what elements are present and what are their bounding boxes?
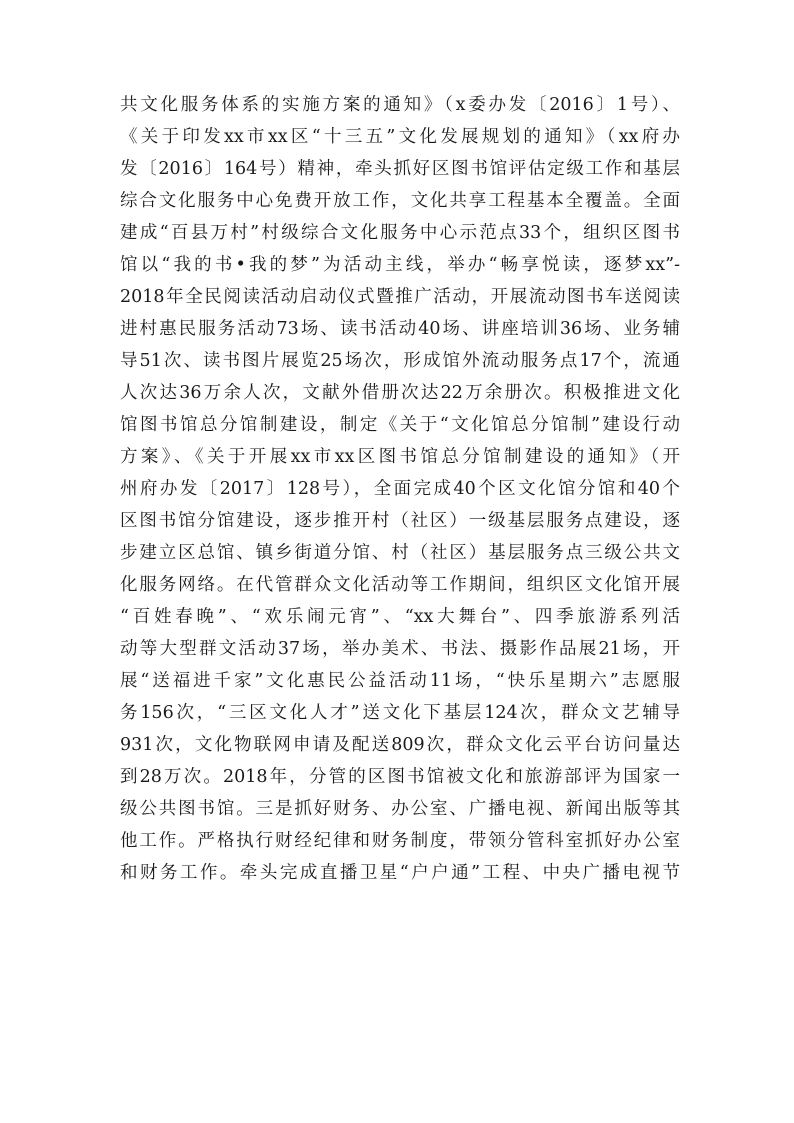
text-line: 人次达36万余人次，文献外借册次达22万余册次。积极推进文化 [120, 383, 680, 403]
text-line: 共文化服务体系的实施方案的通知》（x委办发〔2016〕1号）、 [120, 95, 680, 115]
text-line: 综合文化服务中心免费开放工作，文化共享工程基本全覆盖。全面 [120, 191, 680, 211]
text-line: 务156次，“三区文化人才”送文化下基层124次，群众文艺辅导 [120, 703, 680, 723]
text-line: 区图书馆分馆建设，逐步推开村（社区）一级基层服务点建设，逐 [120, 511, 680, 531]
text-line: 《关于印发xx市xx区“十三五”文化发展规划的通知》（xx府办 [120, 127, 680, 147]
text-line: 他工作。严格执行财经纪律和财务制度，带领分管科室抓好办公室 [120, 831, 680, 851]
body-paragraph [120, 89, 680, 889]
text-line: 馆以“我的书•我的梦”为活动主线，举办“畅享悦读，逐梦xx”- [120, 255, 680, 275]
text-line: 馆图书馆总分馆制建设，制定《关于“文化馆总分馆制”建设行动 [120, 415, 680, 435]
text-line: 方案》、《关于开展xx市xx区图书馆总分馆制建设的通知》（开 [120, 447, 680, 467]
text-line: 展“送福进千家”文化惠民公益活动11场，“快乐星期六”志愿服 [120, 671, 680, 691]
text-line: 2018年全民阅读活动启动仪式暨推广活动，开展流动图书车送阅读 [120, 287, 680, 307]
text-line: 化服务网络。在代管群众文化活动等工作期间，组织区文化馆开展 [120, 575, 680, 595]
text-line: 州府办发〔2017〕128号），全面完成40个区文化馆分馆和40个 [120, 479, 680, 499]
text-line: 和财务工作。牵头完成直播卫星“户户通”工程、中央广播电视节 [120, 863, 680, 883]
text-line: 建成“百县万村”村级综合文化服务中心示范点33个，组织区图书 [120, 223, 680, 243]
text-line: 到28万次。2018年，分管的区图书馆被文化和旅游部评为国家一 [120, 767, 680, 787]
text-line: 导51次、读书图片展览25场次，形成馆外流动服务点17个，流通 [120, 351, 680, 371]
text-line: 931次，文化物联网申请及配送809次，群众文化云平台访问量达 [120, 735, 680, 755]
text-line: “百姓春晚”、“欢乐闹元宵”、“xx大舞台”、四季旅游系列活 [120, 607, 680, 627]
text-line: 动等大型群文活动37场，举办美术、书法、摄影作品展21场，开 [120, 639, 680, 659]
text-line: 步建立区总馆、镇乡街道分馆、村（社区）基层服务点三级公共文 [120, 543, 680, 563]
text-line: 级公共图书馆。三是抓好财务、办公室、广播电视、新闻出版等其 [120, 799, 680, 819]
text-line: 进村惠民服务活动73场、读书活动40场、讲座培训36场、业务辅 [120, 319, 680, 339]
text-line: 发〔2016〕164号）精神，牵头抓好区图书馆评估定级工作和基层 [120, 159, 680, 179]
